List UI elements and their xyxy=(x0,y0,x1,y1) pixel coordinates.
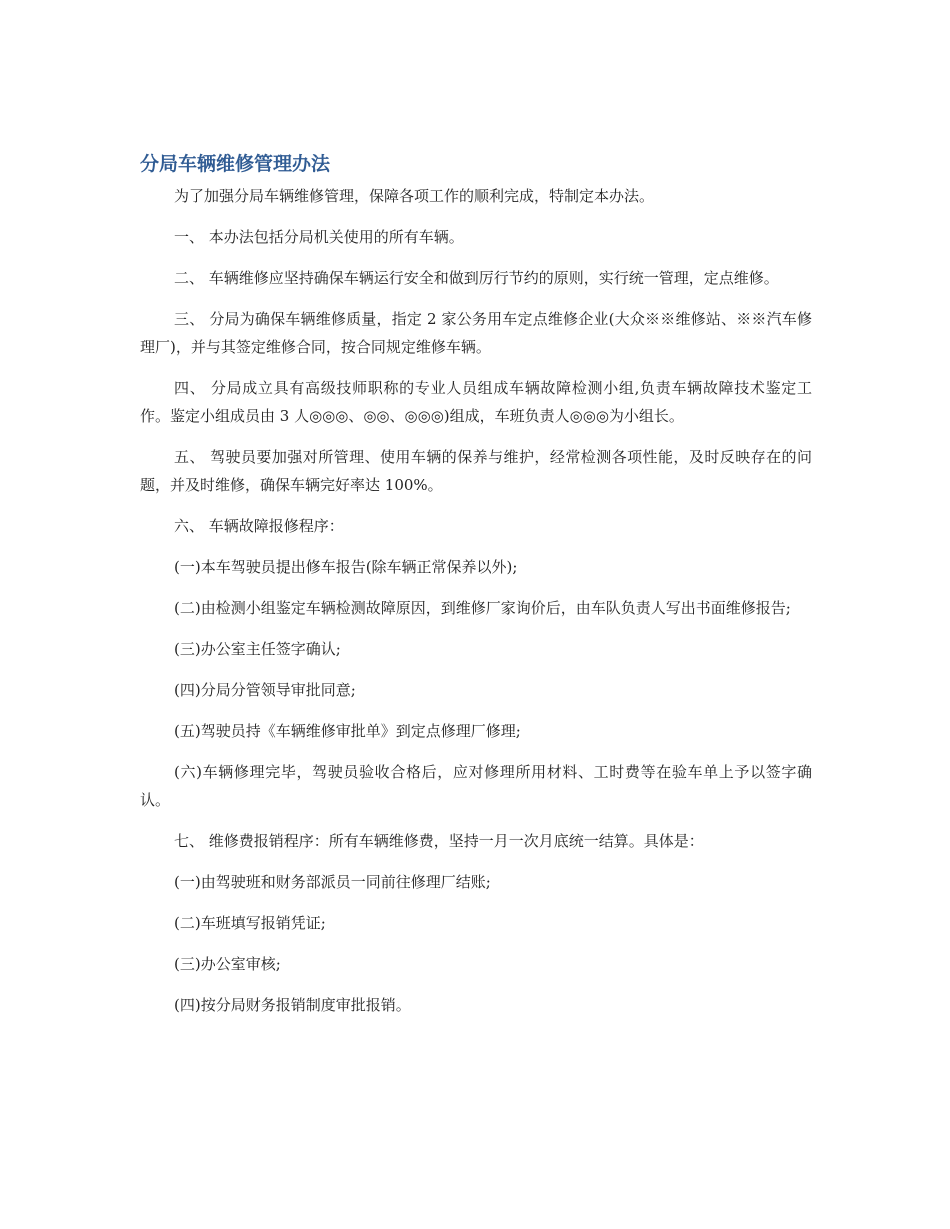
paragraph-6: 六、 车辆故障报修程序： xyxy=(174,517,344,535)
paragraph-3: 三、 分局为确保车辆维修质量，指定 2 家公务用车定点维修企业(大众※※维修站、※※汽车修理厂)，并与其签定维修合同，按合同规定维修车辆。 xyxy=(140,310,812,356)
paragraph-6-item-5: (五)驾驶员持《车辆维修审批单》到定点修理厂修理; xyxy=(174,722,521,740)
paragraph-5: 五、 驾驶员要加强对所管理、使用车辆的保养与维护，经常检测各项性能，及时反映存在的问题，并及时维修，确保车辆完好率达 100%。 xyxy=(140,448,812,494)
paragraph-7-item-4: (四)按分局财务报销制度审批报销。 xyxy=(174,996,411,1014)
paragraph-7-item-1: (一)由驾驶班和财务部派员一同前往修理厂结账; xyxy=(174,873,491,891)
paragraph-6-item-2: (二)由检测小组鉴定车辆检测故障原因，到维修厂家询价后，由车队负责人写出书面维修报告; xyxy=(174,599,791,617)
paragraph-1: 一、 本办法包括分局机关使用的所有车辆。 xyxy=(174,228,464,246)
paragraph-4: 四、 分局成立具有高级技师职称的专业人员组成车辆故障检测小组,负责车辆故障技术鉴定工作。鉴定小组成员由 3 人◎◎◎、◎◎、◎◎◎)组成，车班负责人◎◎◎为小组长。 xyxy=(140,379,812,425)
paragraph-intro: 为了加强分局车辆维修管理，保障各项工作的顺利完成，特制定本办法。 xyxy=(174,187,655,205)
paragraph-2: 二、 车辆维修应坚持确保车辆运行安全和做到厉行节约的原则，实行统一管理，定点维修。 xyxy=(174,269,779,287)
paragraph-7-item-3: (三)办公室审核; xyxy=(174,955,281,973)
document-page xyxy=(140,150,812,1032)
document-title: 分局车辆维修管理办法 xyxy=(140,153,331,175)
paragraph-6-item-4: (四)分局分管领导审批同意; xyxy=(174,681,356,699)
paragraph-7-item-2: (二)车班填写报销凭证; xyxy=(174,914,326,932)
paragraph-6-item-1: (一)本车驾驶员提出修车报告(除车辆正常保养以外); xyxy=(174,558,518,576)
paragraph-7: 七、 维修费报销程序：所有车辆维修费，坚持一月一次月底统一结算。具体是： xyxy=(174,832,704,850)
paragraph-6-item-3: (三)办公室主任签字确认; xyxy=(174,640,341,658)
paragraph-6-item-6: (六)车辆修理完毕，驾驶员验收合格后，应对修理所用材料、工时费等在验车单上予以签字确认。 xyxy=(140,763,812,809)
